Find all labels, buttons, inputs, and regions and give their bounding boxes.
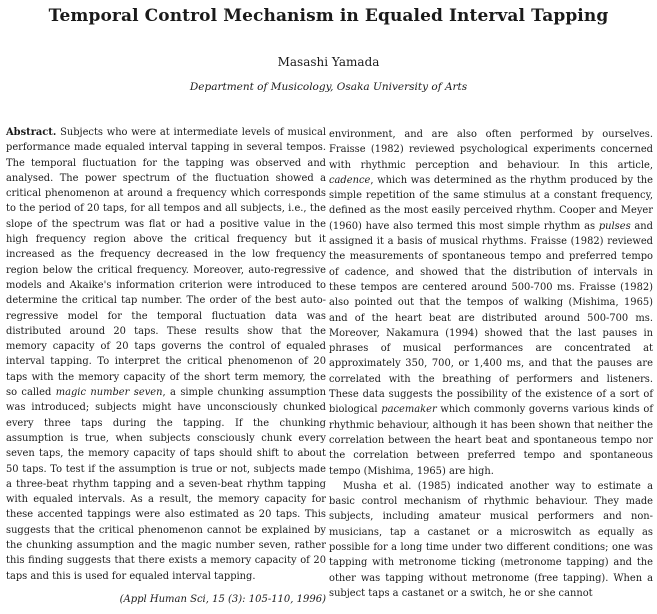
- body-text: environment, and are also often performed by ourselves. Fraisse (1982) reviewed psychological experiments concerned with rhythmic perception and behaviour. In this article,: [329, 129, 653, 171]
- abstract-text-1: Subjects who were at intermediate levels of musical performance made equaled interval tapping in several tempos. The temporal fluctuation for the tapping was observed and analysed. The power spectrum of the fluctuation showed a critical phenomenon at around a frequency which corresponds to the period of 20 taps, for all tempos and all subjects, i.e., the slope of the spectrum was flat or had a positive value in the high frequency region above the critical frequency but it increased as the frequency decreased in the low frequency region below the critical frequency. Moreover, auto-regressive models and Akaike's information criterion were introduced to determine the critical tap number. The order of the best auto-regressive model for the temporal fluctuation data was distributed around 20 taps. These results show that the memory capacity of 20 taps governs the control of equaled interval tapping. To interpret the critical phenomenon of 20 taps with the memory capacity of the short term memory, the so called: [6, 127, 326, 399]
- body-paragraph-2: Musha et al. (1985) indicated another way to estimate a basic control mechanism of rhythmic behaviour. They made subjects, including amateur musical performers and non-musicians, tap a castanet or a microswitch as equally as possible for a long time under two different conditions; one was tapping with metronome ticking (metronome tapping) and the other was tapping without metronome (free tapping). When a subject taps a castanet or a switch, he or she cannot: [329, 480, 653, 599]
- body-paragraph-1: [329, 127, 653, 479]
- abstract-italic-term: magic number seven: [55, 387, 163, 399]
- body-column-right: [329, 127, 653, 601]
- body-text: , which was determined as the rhythm produced by the simple repetition of the same stimulus at a constant frequency, defined as the most easily perceived rhythm. Cooper and Meyer (1960) have also termed this most simple rhythm as: [329, 174, 653, 232]
- paper-title: Temporal Control Mechanism in Equaled Interval Tapping: [48, 6, 609, 26]
- abstract-label: Abstract.: [6, 127, 57, 138]
- body-text: and assigned it a basis of musical rhythms. Fraisse (1982) reviewed the measurements of spontaneous tempo and preferred tempo of cadence, and showed that the distribution of intervals in these tempos are centered around 500-700 ms. Fraisse (1982) also pointed out that the tempos of walking (Mishima, 1965) and of the heart beat are distributed around 500-700 ms. Moreover, Nakamura (1994) showed that the last pauses in phrases of musical performances are concentrated at approximately 350, 700, or 1,400 ms, and that the pauses are correlated with the breathing of performers and listeners. These data suggests the possibility of the existence of a sort of biological: [329, 220, 653, 416]
- author-name: Masashi Yamada: [277, 55, 380, 69]
- italic-term-pulses: pulses: [598, 220, 631, 232]
- italic-term-pacemaker: pacemaker: [381, 404, 437, 416]
- body-text: which commonly governs various kinds of rhythmic behaviour, although it has been shown that neither the correlation between the heart beat and spontaneous tempo nor the correlation between preferred tempo and spontaneous tempo (Mishima, 1965) are high.: [329, 404, 653, 477]
- italic-term-cadence: cadence: [329, 174, 371, 186]
- author-affiliation: Department of Musicology, Osaka University of Arts: [189, 81, 468, 93]
- abstract-text-2: , a simple chunking assumption was introduced; subjects might have unconsciously chunked every three taps during the tapping. If the chunking assumption is true, when subjects consciously chunk every seven taps, the memory capacity of taps should shift to about 50 taps. To test if the assumption is true or not, subjects made a three-beat rhythm tapping and a seven-beat rhythm tapping with equaled intervals. As a result, the memory capacity for these accented tappings were also estimated as 20 taps. This suggests that the critical phenomenon cannot be explained by the chunking assumption and the magic number seven, rather this finding suggests that there exists a memory capacity of 20 taps and this is used for equaled interval tapping.: [6, 387, 326, 582]
- abstract-paragraph: [6, 125, 326, 584]
- journal-citation: (Appl Human Sci, 15 (3): 105-110, 1996): [119, 594, 326, 605]
- abstract-column: [6, 125, 326, 584]
